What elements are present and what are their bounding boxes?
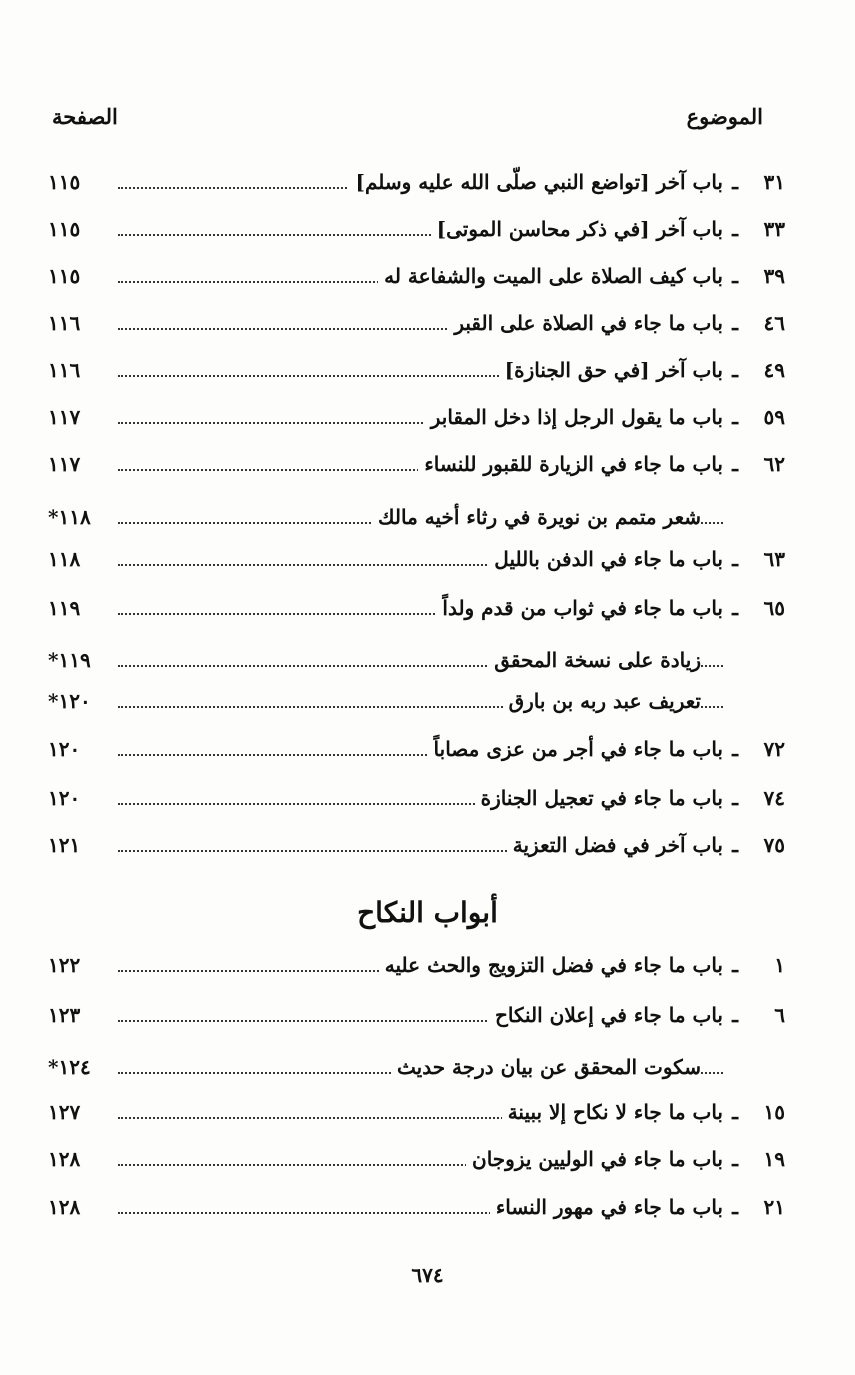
entry-number: ٧٢ [763,737,785,761]
toc-entry [40,452,785,488]
entry-number: ٧٥ [763,833,785,857]
entry-title: باب ما جاء في الوليين يزوجان [466,1147,723,1171]
entry-title: باب ما جاء لا نكاح إلا ببينة [502,1100,723,1124]
section-title: أبواب النكاح [357,896,498,929]
entry-title: سكوت المحقق عن بيان درجة حديث [391,1055,701,1079]
entry-title: باب ما يقول الرجل إذا دخل المقابر [425,405,723,429]
entry-number: ٧٤ [763,786,785,810]
toc-entry [40,953,785,989]
toc-entry [40,1147,785,1183]
entry-page: ١١٦ [48,311,81,335]
entry-page: ١١٩* [48,648,91,672]
toc-entry [40,358,785,394]
entry-page: ١١٧ [48,452,81,476]
toc-entry [40,1100,785,1136]
entry-dash: ـ [732,311,738,335]
entry-dash: ـ [732,170,738,194]
entry-page: ١٢٧ [48,1100,81,1124]
toc-entry [40,505,785,541]
entry-title: باب ما جاء في ثواب من قدم ولداً [436,596,723,620]
entry-title: تعريف عبد ربه بن بارق [503,689,701,713]
entry-title: باب ما جاء في الدفن بالليل [488,547,723,571]
entry-page: ١٢٤* [48,1055,91,1079]
toc-entry [40,217,785,253]
entry-number: ٦٥ [763,596,785,620]
entry-number: ٣١ [763,170,785,194]
toc-entry [40,737,785,773]
entry-page: ١٢٨ [48,1147,81,1171]
entry-page: ١٢١ [48,833,81,857]
entry-dash: ـ [732,547,738,571]
entry-number: ٦ [774,1003,785,1027]
entry-dash: ـ [732,1100,738,1124]
entry-number: ٤٦ [763,311,785,335]
toc-entry [40,170,785,206]
entry-dash: ـ [732,596,738,620]
entry-title: باب ما جاء في أجر من عزى مصاباً [428,737,723,761]
entry-page: ١١٥ [48,217,81,241]
column-header [40,104,763,136]
entry-title: باب آخر [تواضع النبي صلّى الله عليه وسلم] [349,170,723,194]
entry-title: شعر متمم بن نويرة في رثاء أخيه مالك [372,505,701,529]
entry-dash: ـ [732,217,738,241]
entry-dash: ـ [732,452,738,476]
entry-page: ١٢٨ [48,1195,81,1219]
toc-entry [40,1195,785,1231]
entry-dash: ـ [732,833,738,857]
entry-title: باب ما جاء في الصلاة على القبر [448,311,723,335]
page-column-label: الصفحة [52,104,118,129]
entry-title: باب ما جاء في الزيارة للقبور للنساء [418,452,723,476]
entry-number: ١ [774,953,785,977]
page-number: ٦٧٤ [411,1263,444,1287]
entry-title: باب آخر [في ذكر محاسن الموتى] [431,217,723,241]
entry-title: باب كيف الصلاة على الميت والشفاعة له [378,264,723,288]
entry-page: ١٢٣ [48,1003,81,1027]
entry-dash: ـ [732,264,738,288]
entry-number: ٥٩ [763,405,785,429]
entry-page: ١١٩ [48,596,81,620]
toc-entry [40,311,785,347]
entry-dash: ـ [732,1195,738,1219]
entry-title: زيادة على نسخة المحقق [488,648,701,672]
entry-dash: ـ [732,1147,738,1171]
entry-title: باب آخر [في حق الجنازة] [499,358,723,382]
entry-page: ١١٧ [48,405,81,429]
entry-page: ١٢٠* [48,689,91,713]
toc-entry [40,547,785,583]
entry-dash: ـ [732,953,738,977]
entry-title: باب ما جاء في تعجيل الجنازة [475,786,723,810]
entry-page: ١١٦ [48,358,81,382]
toc-entry [40,833,785,869]
entry-page: ١١٨ [48,547,81,571]
entry-number: ١٩ [763,1147,785,1171]
toc-entry [40,1003,785,1039]
toc-entry [40,786,785,822]
entry-page: ١٢٠ [48,786,81,810]
entry-dash: ـ [732,358,738,382]
entry-number: ٣٩ [763,264,785,288]
toc-entry [40,1055,785,1091]
entry-page: ١١٥ [48,170,81,194]
entry-dash: ـ [732,737,738,761]
entry-number: ٣٣ [763,217,785,241]
entry-page: ١٢٠ [48,737,81,761]
toc-entry [40,689,785,725]
subject-column-label: الموضوع [686,104,763,129]
entry-number: ١٥ [763,1100,785,1124]
entry-number: ٢١ [763,1195,785,1219]
toc-entry [40,264,785,300]
entry-page: ١١٥ [48,264,81,288]
entry-title: باب ما جاء في إعلان النكاح [489,1003,723,1027]
entry-title: باب آخر في فضل التعزية [507,833,723,857]
entry-title: باب ما جاء في فضل التزويج والحث عليه [379,953,723,977]
entry-number: ٤٩ [763,358,785,382]
toc-entry [40,405,785,441]
entry-dash: ـ [732,1003,738,1027]
entry-number: ٦٣ [763,547,785,571]
entry-title: باب ما جاء في مهور النساء [490,1195,723,1219]
entry-dash: ـ [732,405,738,429]
toc-entry [40,648,785,684]
entry-number: ٦٢ [763,452,785,476]
toc-entry [40,596,785,632]
entry-dash: ـ [732,786,738,810]
entry-page: ١١٨* [48,505,91,529]
entry-page: ١٢٢ [48,953,81,977]
